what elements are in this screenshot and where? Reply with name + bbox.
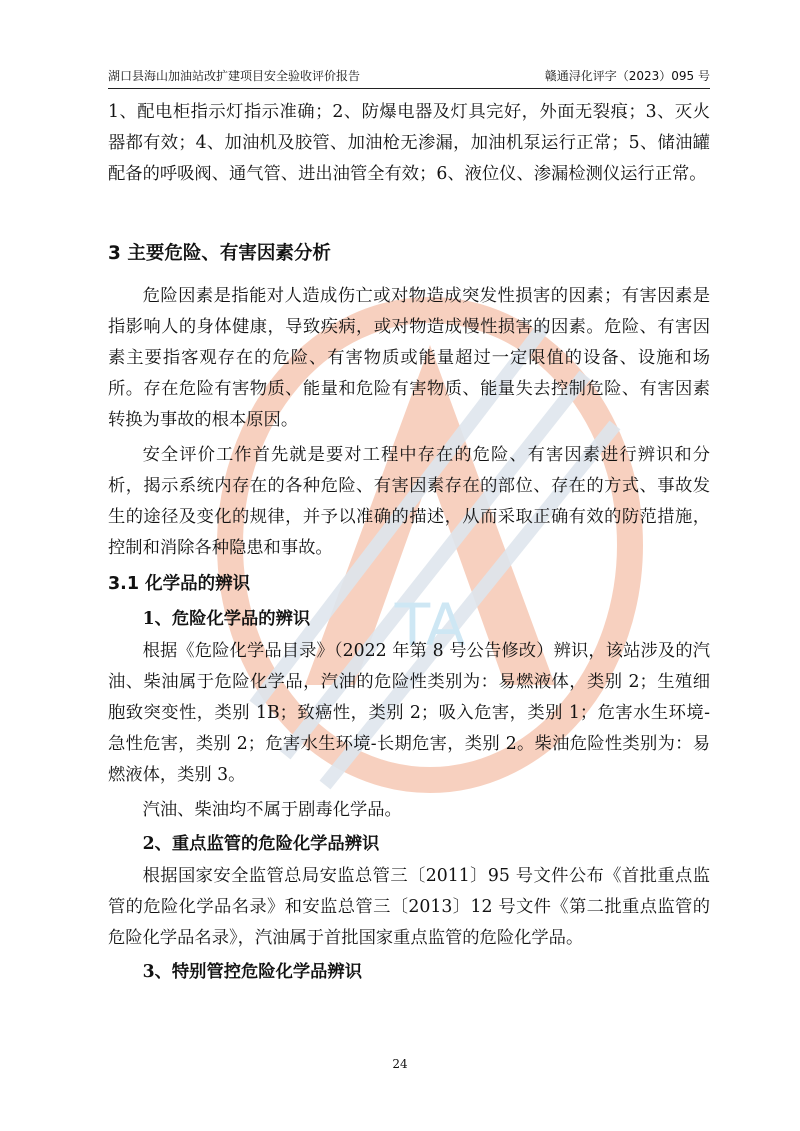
subsection-3-heading: 3、特别管控危险化学品辨识	[142, 962, 362, 982]
page-header	[108, 66, 710, 89]
watermark-letters: TA	[394, 591, 466, 659]
subsection-1-paragraph-1: 根据《危险化学品目录》（2022 年第 8 号公告修改）辨识，该站涉及的汽油、柴油属于危险化学品，汽油的危险性类别为：易燃液体，类别 2；生殖细胞致突变性，类别 1B；致癌性，类别 2；吸入危害，类别 1；危害水生环境-急性危害，类别 2；危害水生环境-长期危害，类别 2。柴油危险性类别为：易燃液体，类别 3。	[108, 641, 710, 785]
subsection-1-heading: 1、危险化学品的辨识	[142, 609, 311, 629]
subsection-2-paragraph-1: 根据国家安全监管总局安监总管三〔2011〕95 号文件公布《首批重点监管的危险化学品名录》和安监总管三〔2013〕12 号文件《第二批重点监管的危险化学品名录》，汽油属于首批国家重点监管的危险化学品。	[108, 866, 710, 948]
header-document-number: 赣通浔化评字（2023）095 号	[544, 69, 710, 83]
section-3-paragraph-1: 危险因素是指能对人造成伤亡或对物造成突发性损害的因素；有害因素是指影响人的身体健康，导致疾病，或对物造成慢性损害的因素。危险、有害因素主要指客观存在的危险、有害物质或能量超过一定限值的设备、设施和场所。存在危险有害物质、能量和危险有害物质、能量失去控制危险、有害因素转换为事故的根本原因。	[108, 286, 710, 430]
section-3-1-heading: 3.1 化学品的辨识	[108, 574, 251, 594]
intro-paragraph: 1、配电柜指示灯指示准确；2、防爆电器及灯具完好，外面无裂痕；3、灭火器都有效；4、加油机及胶管、加油枪无渗漏，加油机泵运行正常；5、储油罐配备的呼吸阀、通气管、进出油管全有效；6、液位仪、渗漏检测仪运行正常。	[108, 102, 710, 184]
header-report-title: 湖口县海山加油站改扩建项目安全验收评价报告	[108, 69, 361, 83]
page-content	[108, 97, 710, 989]
page-number: 24	[392, 1057, 408, 1071]
section-3-paragraph-2: 安全评价工作首先就是要对工程中存在的危险、有害因素进行辨识和分析，揭示系统内存在的各种危险、有害因素存在的部位、存在的方式、事故发生的途径及变化的规律，并予以准确的描述，从而采取正确有效的防范措施，控制和消除各种隐患和事故。	[108, 445, 710, 558]
subsection-1-paragraph-2: 汽油、柴油均不属于剧毒化学品。	[142, 800, 402, 820]
section-3-heading: 3 主要危险、有害因素分析	[108, 243, 331, 264]
subsection-2-heading: 2、重点监管的危险化学品辨识	[142, 834, 380, 854]
